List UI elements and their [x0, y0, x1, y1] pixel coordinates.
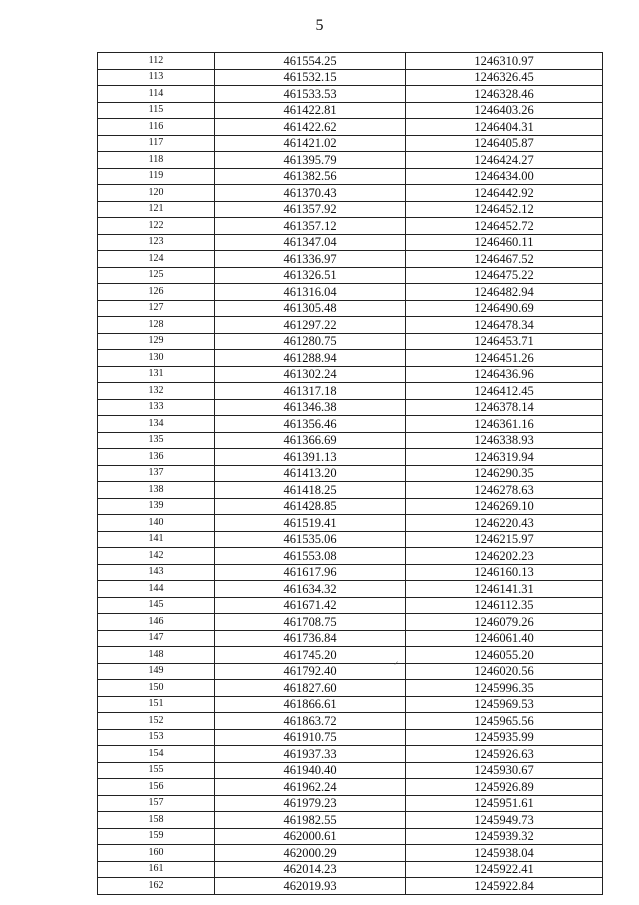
- y-coordinate-cell: 1246490.69: [406, 300, 603, 317]
- table-row: [98, 564, 603, 581]
- x-coordinate-cell: 461553.08: [215, 548, 406, 565]
- x-coordinate-cell: 461336.97: [215, 251, 406, 268]
- y-coordinate-cell: 1246328.46: [406, 86, 603, 103]
- point-number-cell: 138: [98, 482, 215, 499]
- y-coordinate-cell: 1245922.84: [406, 878, 603, 895]
- point-number-cell: 145: [98, 597, 215, 614]
- point-number-cell: 133: [98, 399, 215, 416]
- point-number-cell: 128: [98, 317, 215, 334]
- table-row: [98, 350, 603, 367]
- y-coordinate-cell: 1245926.89: [406, 779, 603, 796]
- y-coordinate-cell: 1246278.63: [406, 482, 603, 499]
- y-coordinate-cell: 1246202.23: [406, 548, 603, 565]
- y-coordinate-cell: 1245996.35: [406, 680, 603, 697]
- y-coordinate-cell: 1246424.27: [406, 152, 603, 169]
- table-row: [98, 432, 603, 449]
- point-number-cell: 148: [98, 647, 215, 664]
- y-coordinate-cell: 1246269.10: [406, 498, 603, 515]
- x-coordinate-cell: 461422.62: [215, 119, 406, 136]
- table-row: [98, 647, 603, 664]
- x-coordinate-cell: 461347.04: [215, 234, 406, 251]
- table-row: [98, 69, 603, 86]
- point-number-cell: 118: [98, 152, 215, 169]
- x-coordinate-cell: 461940.40: [215, 762, 406, 779]
- point-number-cell: 156: [98, 779, 215, 796]
- point-number-cell: 115: [98, 102, 215, 119]
- table-row: [98, 168, 603, 185]
- y-coordinate-cell: 1246319.94: [406, 449, 603, 466]
- y-coordinate-cell: 1246482.94: [406, 284, 603, 301]
- table-row: [98, 498, 603, 515]
- point-number-cell: 120: [98, 185, 215, 202]
- point-number-cell: 147: [98, 630, 215, 647]
- point-number-cell: 116: [98, 119, 215, 136]
- x-coordinate-cell: 461979.23: [215, 795, 406, 812]
- x-coordinate-cell: 461316.04: [215, 284, 406, 301]
- table-row: [98, 251, 603, 268]
- point-number-cell: 159: [98, 828, 215, 845]
- table-row: [98, 680, 603, 697]
- y-coordinate-cell: 1245938.04: [406, 845, 603, 862]
- point-number-cell: 132: [98, 383, 215, 400]
- x-coordinate-cell: 461519.41: [215, 515, 406, 532]
- y-coordinate-cell: 1246112.35: [406, 597, 603, 614]
- coordinates-table: [97, 52, 603, 895]
- point-number-cell: 121: [98, 201, 215, 218]
- point-number-cell: 123: [98, 234, 215, 251]
- table-row: [98, 762, 603, 779]
- y-coordinate-cell: 1246442.92: [406, 185, 603, 202]
- point-number-cell: 135: [98, 432, 215, 449]
- x-coordinate-cell: 461370.43: [215, 185, 406, 202]
- x-coordinate-cell: 461382.56: [215, 168, 406, 185]
- x-coordinate-cell: 462014.23: [215, 861, 406, 878]
- point-number-cell: 160: [98, 845, 215, 862]
- point-number-cell: 146: [98, 614, 215, 631]
- point-number-cell: 119: [98, 168, 215, 185]
- y-coordinate-cell: 1246141.31: [406, 581, 603, 598]
- y-coordinate-cell: 1246290.35: [406, 465, 603, 482]
- point-number-cell: 158: [98, 812, 215, 829]
- table-row: [98, 630, 603, 647]
- table-row: [98, 185, 603, 202]
- table-row: [98, 614, 603, 631]
- table-row: [98, 102, 603, 119]
- table-row: [98, 119, 603, 136]
- point-number-cell: 144: [98, 581, 215, 598]
- table-row: [98, 812, 603, 829]
- x-coordinate-cell: 461346.38: [215, 399, 406, 416]
- table-row: [98, 366, 603, 383]
- point-number-cell: 137: [98, 465, 215, 482]
- x-coordinate-cell: 461533.53: [215, 86, 406, 103]
- x-coordinate-cell: 462000.29: [215, 845, 406, 862]
- table-row: [98, 267, 603, 284]
- x-coordinate-cell: 461356.46: [215, 416, 406, 433]
- x-coordinate-cell: 461866.61: [215, 696, 406, 713]
- point-number-cell: 129: [98, 333, 215, 350]
- table-row: [98, 300, 603, 317]
- x-coordinate-cell: 461317.18: [215, 383, 406, 400]
- table-row: [98, 218, 603, 235]
- y-coordinate-cell: 1246220.43: [406, 515, 603, 532]
- x-coordinate-cell: 461617.96: [215, 564, 406, 581]
- y-coordinate-cell: 1246403.26: [406, 102, 603, 119]
- y-coordinate-cell: 1246412.45: [406, 383, 603, 400]
- x-coordinate-cell: 461305.48: [215, 300, 406, 317]
- x-coordinate-cell: 461532.15: [215, 69, 406, 86]
- point-number-cell: 127: [98, 300, 215, 317]
- x-coordinate-cell: 461634.32: [215, 581, 406, 598]
- y-coordinate-cell: 1246310.97: [406, 53, 603, 70]
- x-coordinate-cell: 461418.25: [215, 482, 406, 499]
- point-number-cell: 152: [98, 713, 215, 730]
- table-row: [98, 746, 603, 763]
- y-coordinate-cell: 1245926.63: [406, 746, 603, 763]
- x-coordinate-cell: 461827.60: [215, 680, 406, 697]
- point-number-cell: 126: [98, 284, 215, 301]
- point-number-cell: 155: [98, 762, 215, 779]
- x-coordinate-cell: 462000.61: [215, 828, 406, 845]
- y-coordinate-cell: 1246475.22: [406, 267, 603, 284]
- table-row: [98, 416, 603, 433]
- y-coordinate-cell: 1246453.71: [406, 333, 603, 350]
- page-number: 5: [315, 17, 324, 34]
- point-number-cell: 136: [98, 449, 215, 466]
- y-coordinate-cell: 1246467.52: [406, 251, 603, 268]
- x-coordinate-cell: 461297.22: [215, 317, 406, 334]
- y-coordinate-cell: 1246452.72: [406, 218, 603, 235]
- x-coordinate-cell: 461863.72: [215, 713, 406, 730]
- point-number-cell: 113: [98, 69, 215, 86]
- point-number-cell: 150: [98, 680, 215, 697]
- table-row: [98, 845, 603, 862]
- point-number-cell: 130: [98, 350, 215, 367]
- table-row: [98, 861, 603, 878]
- y-coordinate-cell: 1245935.99: [406, 729, 603, 746]
- y-coordinate-cell: 1246061.40: [406, 630, 603, 647]
- table-row: [98, 828, 603, 845]
- table-row: [98, 234, 603, 251]
- table-row: [98, 317, 603, 334]
- point-number-cell: 124: [98, 251, 215, 268]
- x-coordinate-cell: 461395.79: [215, 152, 406, 169]
- table-row: [98, 465, 603, 482]
- x-coordinate-cell: 461366.69: [215, 432, 406, 449]
- table-row: [98, 663, 603, 680]
- y-coordinate-cell: 1246215.97: [406, 531, 603, 548]
- y-coordinate-cell: 1246478.34: [406, 317, 603, 334]
- x-coordinate-cell: 461792.40: [215, 663, 406, 680]
- point-number-cell: 131: [98, 366, 215, 383]
- table-row: [98, 597, 603, 614]
- point-number-cell: 139: [98, 498, 215, 515]
- y-coordinate-cell: 1246160.13: [406, 564, 603, 581]
- table-row: [98, 779, 603, 796]
- table-row: [98, 383, 603, 400]
- x-coordinate-cell: 461554.25: [215, 53, 406, 70]
- point-number-cell: 157: [98, 795, 215, 812]
- point-number-cell: 141: [98, 531, 215, 548]
- x-coordinate-cell: 461288.94: [215, 350, 406, 367]
- table-row: [98, 515, 603, 532]
- point-number-cell: 114: [98, 86, 215, 103]
- y-coordinate-cell: 1245965.56: [406, 713, 603, 730]
- table-row: [98, 135, 603, 152]
- stray-pen-mark: ⸝: [394, 656, 399, 666]
- y-coordinate-cell: 1246326.45: [406, 69, 603, 86]
- x-coordinate-cell: 461708.75: [215, 614, 406, 631]
- x-coordinate-cell: 461428.85: [215, 498, 406, 515]
- y-coordinate-cell: 1246436.96: [406, 366, 603, 383]
- x-coordinate-cell: 461280.75: [215, 333, 406, 350]
- y-coordinate-cell: 1246434.00: [406, 168, 603, 185]
- point-number-cell: 142: [98, 548, 215, 565]
- y-coordinate-cell: 1245969.53: [406, 696, 603, 713]
- table-row: [98, 531, 603, 548]
- y-coordinate-cell: 1246378.14: [406, 399, 603, 416]
- table-row: [98, 713, 603, 730]
- x-coordinate-cell: 461982.55: [215, 812, 406, 829]
- table-row: [98, 449, 603, 466]
- point-number-cell: 149: [98, 663, 215, 680]
- table-row: [98, 581, 603, 598]
- point-number-cell: 134: [98, 416, 215, 433]
- x-coordinate-cell: 461910.75: [215, 729, 406, 746]
- table-row: [98, 53, 603, 70]
- point-number-cell: 143: [98, 564, 215, 581]
- x-coordinate-cell: 461326.51: [215, 267, 406, 284]
- table-row: [98, 548, 603, 565]
- x-coordinate-cell: 461357.12: [215, 218, 406, 235]
- coordinates-table-body: [98, 53, 603, 895]
- y-coordinate-cell: 1245922.41: [406, 861, 603, 878]
- x-coordinate-cell: 461422.81: [215, 102, 406, 119]
- table-row: [98, 152, 603, 169]
- table-row: [98, 795, 603, 812]
- table-row: [98, 878, 603, 895]
- y-coordinate-cell: 1246020.56: [406, 663, 603, 680]
- x-coordinate-cell: 462019.93: [215, 878, 406, 895]
- point-number-cell: 154: [98, 746, 215, 763]
- table-row: [98, 399, 603, 416]
- table-row: [98, 696, 603, 713]
- point-number-cell: 125: [98, 267, 215, 284]
- y-coordinate-cell: 1246079.26: [406, 614, 603, 631]
- y-coordinate-cell: 1246338.93: [406, 432, 603, 449]
- table-row: [98, 482, 603, 499]
- table-row: [98, 86, 603, 103]
- x-coordinate-cell: 461535.06: [215, 531, 406, 548]
- x-coordinate-cell: 461736.84: [215, 630, 406, 647]
- table-row: [98, 201, 603, 218]
- table-row: [98, 284, 603, 301]
- point-number-cell: 140: [98, 515, 215, 532]
- y-coordinate-cell: 1246452.12: [406, 201, 603, 218]
- y-coordinate-cell: 1245951.61: [406, 795, 603, 812]
- y-coordinate-cell: 1246361.16: [406, 416, 603, 433]
- point-number-cell: 162: [98, 878, 215, 895]
- y-coordinate-cell: 1246451.26: [406, 350, 603, 367]
- x-coordinate-cell: 461391.13: [215, 449, 406, 466]
- point-number-cell: 117: [98, 135, 215, 152]
- x-coordinate-cell: 461302.24: [215, 366, 406, 383]
- table-row: [98, 729, 603, 746]
- x-coordinate-cell: 461421.02: [215, 135, 406, 152]
- y-coordinate-cell: 1246404.31: [406, 119, 603, 136]
- x-coordinate-cell: 461937.33: [215, 746, 406, 763]
- point-number-cell: 161: [98, 861, 215, 878]
- y-coordinate-cell: 1245930.67: [406, 762, 603, 779]
- point-number-cell: 151: [98, 696, 215, 713]
- y-coordinate-cell: 1246055.20: [406, 647, 603, 664]
- x-coordinate-cell: 461357.92: [215, 201, 406, 218]
- x-coordinate-cell: 461962.24: [215, 779, 406, 796]
- y-coordinate-cell: 1246460.11: [406, 234, 603, 251]
- x-coordinate-cell: 461671.42: [215, 597, 406, 614]
- point-number-cell: 153: [98, 729, 215, 746]
- x-coordinate-cell: 461745.20: [215, 647, 406, 664]
- x-coordinate-cell: 461413.20: [215, 465, 406, 482]
- point-number-cell: 122: [98, 218, 215, 235]
- point-number-cell: 112: [98, 53, 215, 70]
- table-row: [98, 333, 603, 350]
- y-coordinate-cell: 1245939.32: [406, 828, 603, 845]
- y-coordinate-cell: 1246405.87: [406, 135, 603, 152]
- y-coordinate-cell: 1245949.73: [406, 812, 603, 829]
